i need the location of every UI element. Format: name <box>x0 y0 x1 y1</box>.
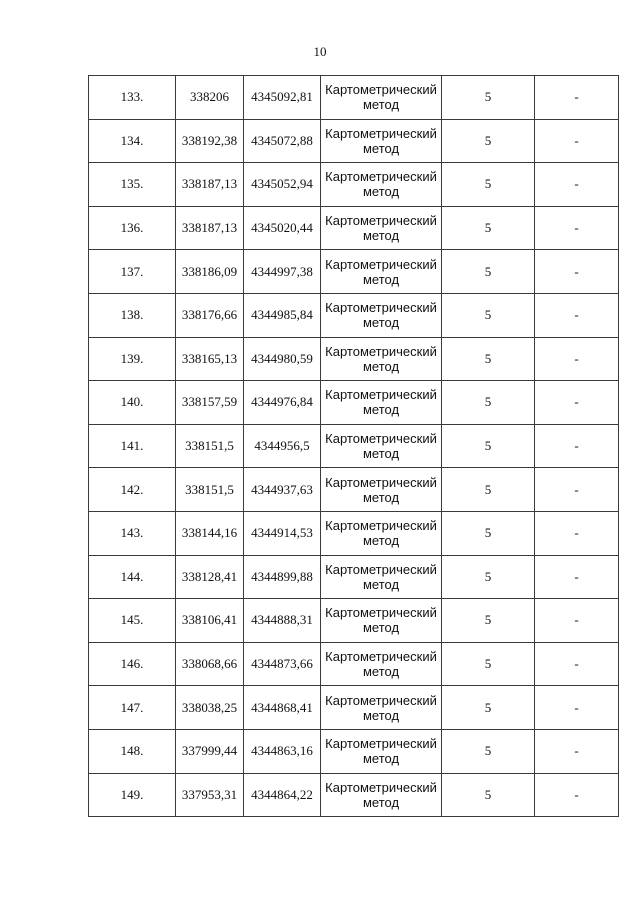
accuracy-cell: 5 <box>442 381 535 425</box>
table-row <box>89 555 619 599</box>
x-coordinate-cell: 338106,41 <box>176 599 244 643</box>
x-coordinate-cell: 338068,66 <box>176 642 244 686</box>
table-row <box>89 468 619 512</box>
table-row <box>89 163 619 207</box>
x-coordinate-cell: 338187,13 <box>176 163 244 207</box>
method-line-1: Картометрический <box>325 256 437 272</box>
method-line-1: Картометрический <box>325 82 437 98</box>
note-cell: - <box>535 163 619 207</box>
accuracy-cell: 5 <box>442 250 535 294</box>
point-number-cell: 135. <box>89 163 176 207</box>
method-cell <box>321 773 442 817</box>
accuracy-cell: 5 <box>442 293 535 337</box>
method-cell <box>321 599 442 643</box>
point-number-cell: 145. <box>89 599 176 643</box>
note-cell: - <box>535 555 619 599</box>
point-number-cell: 149. <box>89 773 176 817</box>
point-number-cell: 137. <box>89 250 176 294</box>
method-line-1: Картометрический <box>325 431 437 447</box>
point-number-cell: 147. <box>89 686 176 730</box>
method-line-1: Картометрический <box>325 779 437 795</box>
method-line-1: Картометрический <box>325 649 437 665</box>
method-line-2: метод <box>362 97 400 113</box>
method-line-1: Картометрический <box>325 343 437 359</box>
point-number-cell: 141. <box>89 424 176 468</box>
method-line-1: Картометрический <box>325 125 437 141</box>
method-line-2: метод <box>362 620 400 636</box>
x-coordinate-cell: 338176,66 <box>176 293 244 337</box>
table-row <box>89 119 619 163</box>
method-line-2: метод <box>362 228 400 244</box>
point-number-cell: 148. <box>89 729 176 773</box>
method-cell <box>321 642 442 686</box>
method-line-1: Картометрический <box>325 605 437 621</box>
note-cell: - <box>535 293 619 337</box>
y-coordinate-cell: 4344863,16 <box>244 729 321 773</box>
method-line-2: метод <box>362 533 400 549</box>
point-number-cell: 146. <box>89 642 176 686</box>
y-coordinate-cell: 4344888,31 <box>244 599 321 643</box>
method-line-2: метод <box>362 707 400 723</box>
method-cell <box>321 76 442 120</box>
table-row <box>89 424 619 468</box>
method-line-2: метод <box>362 271 400 287</box>
point-number-cell: 142. <box>89 468 176 512</box>
accuracy-cell: 5 <box>442 599 535 643</box>
x-coordinate-cell: 338187,13 <box>176 206 244 250</box>
accuracy-cell: 5 <box>442 76 535 120</box>
y-coordinate-cell: 4344864,22 <box>244 773 321 817</box>
method-cell <box>321 119 442 163</box>
method-cell <box>321 163 442 207</box>
point-number-cell: 138. <box>89 293 176 337</box>
method-line-2: метод <box>362 664 400 680</box>
x-coordinate-cell: 338038,25 <box>176 686 244 730</box>
method-line-2: метод <box>362 794 400 810</box>
accuracy-cell: 5 <box>442 642 535 686</box>
method-line-2: метод <box>362 576 400 592</box>
y-coordinate-cell: 4345092,81 <box>244 76 321 120</box>
page-number: 10 <box>313 44 327 59</box>
accuracy-cell: 5 <box>442 729 535 773</box>
method-line-1: Картометрический <box>325 169 437 185</box>
method-cell <box>321 686 442 730</box>
method-cell <box>321 468 442 512</box>
accuracy-cell: 5 <box>442 773 535 817</box>
note-cell: - <box>535 729 619 773</box>
note-cell: - <box>535 206 619 250</box>
method-line-1: Картометрический <box>325 692 437 708</box>
note-cell: - <box>535 119 619 163</box>
x-coordinate-cell: 338128,41 <box>176 555 244 599</box>
point-number-cell: 143. <box>89 511 176 555</box>
table-row <box>89 729 619 773</box>
accuracy-cell: 5 <box>442 555 535 599</box>
x-coordinate-cell: 338186,09 <box>176 250 244 294</box>
method-line-2: метод <box>362 184 400 200</box>
y-coordinate-cell: 4344899,88 <box>244 555 321 599</box>
method-line-2: метод <box>362 446 400 462</box>
method-cell <box>321 293 442 337</box>
method-line-2: метод <box>362 751 400 767</box>
point-number-cell: 133. <box>89 76 176 120</box>
y-coordinate-cell: 4345072,88 <box>244 119 321 163</box>
x-coordinate-cell: 338206 <box>176 76 244 120</box>
method-line-1: Картометрический <box>325 561 437 577</box>
note-cell: - <box>535 424 619 468</box>
coordinates-table-body <box>89 76 619 817</box>
x-coordinate-cell: 337999,44 <box>176 729 244 773</box>
y-coordinate-cell: 4344914,53 <box>244 511 321 555</box>
y-coordinate-cell: 4344976,84 <box>244 381 321 425</box>
method-line-1: Картометрический <box>325 387 437 403</box>
method-line-2: метод <box>362 140 400 156</box>
x-coordinate-cell: 338151,5 <box>176 468 244 512</box>
x-coordinate-cell: 338144,16 <box>176 511 244 555</box>
note-cell: - <box>535 599 619 643</box>
table-row <box>89 293 619 337</box>
table-row <box>89 76 619 120</box>
accuracy-cell: 5 <box>442 206 535 250</box>
method-line-2: метод <box>362 315 400 331</box>
note-cell: - <box>535 76 619 120</box>
table-row <box>89 599 619 643</box>
note-cell: - <box>535 511 619 555</box>
y-coordinate-cell: 4344937,63 <box>244 468 321 512</box>
x-coordinate-cell: 338157,59 <box>176 381 244 425</box>
method-cell <box>321 381 442 425</box>
point-number-cell: 134. <box>89 119 176 163</box>
table-row <box>89 686 619 730</box>
note-cell: - <box>535 250 619 294</box>
y-coordinate-cell: 4344985,84 <box>244 293 321 337</box>
note-cell: - <box>535 468 619 512</box>
method-line-2: метод <box>362 402 400 418</box>
y-coordinate-cell: 4344997,38 <box>244 250 321 294</box>
accuracy-cell: 5 <box>442 424 535 468</box>
coordinates-table <box>88 75 619 817</box>
point-number-cell: 136. <box>89 206 176 250</box>
table-row <box>89 250 619 294</box>
table-row <box>89 773 619 817</box>
method-line-2: метод <box>362 489 400 505</box>
accuracy-cell: 5 <box>442 468 535 512</box>
y-coordinate-cell: 4344873,66 <box>244 642 321 686</box>
x-coordinate-cell: 337953,31 <box>176 773 244 817</box>
method-cell <box>321 250 442 294</box>
y-coordinate-cell: 4345052,94 <box>244 163 321 207</box>
x-coordinate-cell: 338192,38 <box>176 119 244 163</box>
method-cell <box>321 555 442 599</box>
method-line-1: Картометрический <box>325 518 437 534</box>
y-coordinate-cell: 4344956,5 <box>244 424 321 468</box>
method-cell <box>321 511 442 555</box>
point-number-cell: 139. <box>89 337 176 381</box>
note-cell: - <box>535 642 619 686</box>
accuracy-cell: 5 <box>442 337 535 381</box>
accuracy-cell: 5 <box>442 119 535 163</box>
x-coordinate-cell: 338151,5 <box>176 424 244 468</box>
note-cell: - <box>535 337 619 381</box>
table-row <box>89 206 619 250</box>
table-row <box>89 337 619 381</box>
table-row <box>89 511 619 555</box>
point-number-cell: 140. <box>89 381 176 425</box>
y-coordinate-cell: 4345020,44 <box>244 206 321 250</box>
method-line-1: Картометрический <box>325 736 437 752</box>
note-cell: - <box>535 686 619 730</box>
method-line-2: метод <box>362 358 400 374</box>
method-line-1: Картометрический <box>325 474 437 490</box>
method-cell <box>321 424 442 468</box>
x-coordinate-cell: 338165,13 <box>176 337 244 381</box>
table-row <box>89 381 619 425</box>
accuracy-cell: 5 <box>442 163 535 207</box>
method-line-1: Картометрический <box>325 213 437 229</box>
y-coordinate-cell: 4344980,59 <box>244 337 321 381</box>
point-number-cell: 144. <box>89 555 176 599</box>
y-coordinate-cell: 4344868,41 <box>244 686 321 730</box>
method-cell <box>321 337 442 381</box>
accuracy-cell: 5 <box>442 511 535 555</box>
method-cell <box>321 729 442 773</box>
note-cell: - <box>535 381 619 425</box>
table-row <box>89 642 619 686</box>
note-cell: - <box>535 773 619 817</box>
method-line-1: Картометрический <box>325 300 437 316</box>
method-cell <box>321 206 442 250</box>
accuracy-cell: 5 <box>442 686 535 730</box>
